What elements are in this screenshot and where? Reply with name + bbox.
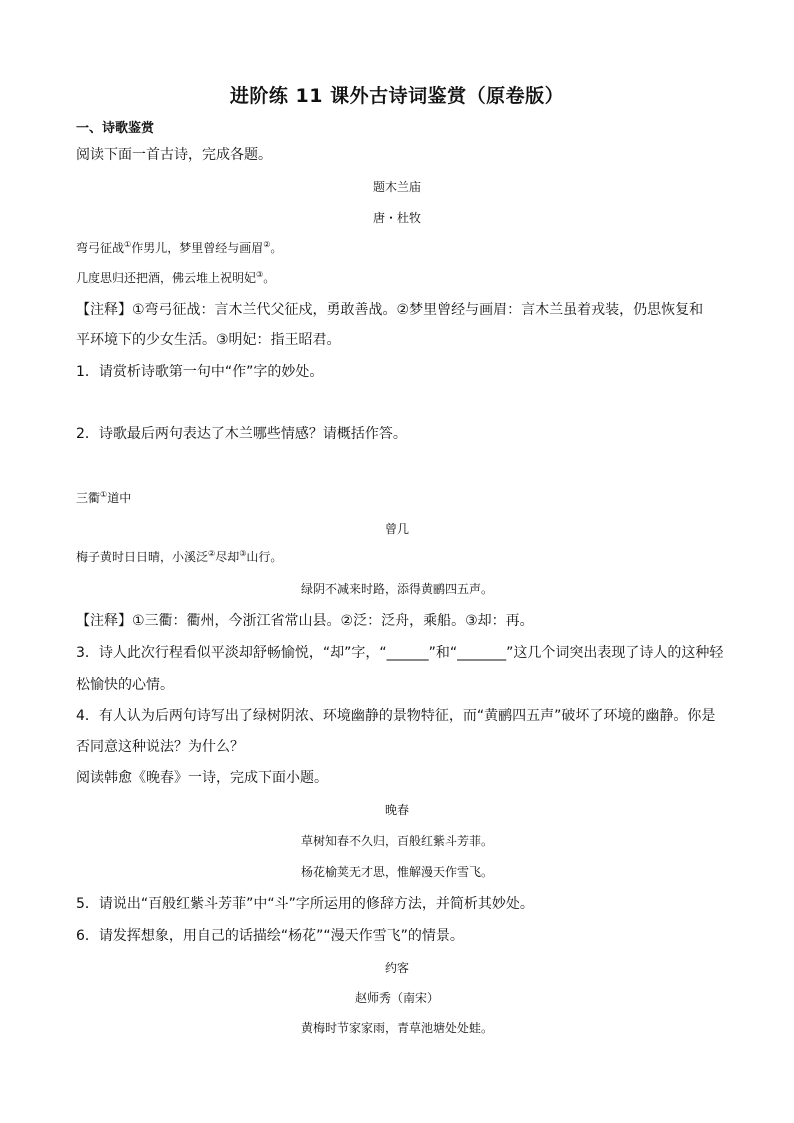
poem-text: 山行。 <box>246 550 283 564</box>
instruction-text: 阅读下面一首古诗，完成各题。 <box>76 147 272 163</box>
question-4-cont: 否同意这种说法？为什么？ <box>76 739 244 755</box>
poem-text: 。 <box>270 241 283 255</box>
footnote-marker: ② <box>208 549 216 558</box>
footnote-marker: ③ <box>256 270 264 279</box>
question-1: 1．请赏析诗歌第一句中“作”字的妙处。 <box>76 364 324 380</box>
poem-line <box>76 238 282 258</box>
question-6: 6．请发挥想象，用自己的话描绘“杨花”“漫天作雪飞”的情景。 <box>76 928 464 944</box>
question-5: 5．请说出“百般红紫斗芳菲”中“斗”字所运用的修辞方法，并简析其妙处。 <box>76 896 534 912</box>
annotation-text: 【注释】①三衢：衢州，今浙江省常山县。②泛：泛舟，乘船。③却：再。 <box>76 613 534 629</box>
poem-line: 黄梅时节家家雨，青草池塘处处蛙。 <box>300 1021 493 1035</box>
poem-line: 草树知春不久归，百般红紫斗芳菲。 <box>300 834 493 848</box>
annotation-text: 【注释】①弯弓征战：言木兰代父征戍，勇敢善战。②梦里曾经与画眉：言木兰虽着戎装，仍思恢复和 <box>76 302 704 318</box>
poem-title <box>76 488 131 508</box>
poem-text: 梅子黄时日日晴，小溪泛 <box>76 550 209 564</box>
poem-title: 晚春 <box>384 803 409 817</box>
poem-title: 约客 <box>384 961 409 975</box>
poem-text: 三衢 <box>76 491 101 505</box>
footnote-marker: ③ <box>239 549 247 558</box>
poem-line: 绿阴不减来时路，添得黄鹂四五声。 <box>300 582 493 596</box>
poem-text: 道中 <box>107 491 132 505</box>
footnote-marker: ② <box>263 240 271 249</box>
footnote-marker: ① <box>100 490 108 499</box>
poem-text: 。 <box>263 271 276 285</box>
poem-author: 曾几 <box>384 522 409 536</box>
annotation-text: 平环境下的少女生活。③明妃：指王昭君。 <box>76 332 341 348</box>
question-2: 2．诗歌最后两句表达了木兰哪些情感？请概括作答。 <box>76 426 407 442</box>
poem-text: 弯弓征战 <box>76 241 125 255</box>
poem-author: 唐・杜牧 <box>372 211 421 225</box>
poem-title: 题木兰庙 <box>372 180 421 194</box>
instruction-text: 阅读韩愈《晚春》一诗，完成下面小题。 <box>76 770 328 786</box>
question-3: 3．诗人此次行程看似平淡却舒畅愉悦，“却”字，“______”和“_______”这几个词突出表现了诗人的这种轻 <box>76 645 724 661</box>
page-title: 进阶练 11 课外古诗词鉴赏（原卷版） <box>229 85 565 107</box>
section-heading: 一、诗歌鉴赏 <box>76 121 155 136</box>
question-4: 4．有人认为后两句诗写出了绿树阴浓、环境幽静的景物特征，而“黄鹂四五声”破坏了环境的幽静。你是 <box>76 708 716 724</box>
poem-line <box>76 268 275 288</box>
poem-text: 作男儿，梦里曾经与画眉 <box>131 241 264 255</box>
question-3-cont: 松愉快的心情。 <box>76 677 174 693</box>
poem-text: 尽却 <box>215 550 240 564</box>
poem-text: 几度思归还把酒，佛云堆上祝明妃 <box>76 271 257 285</box>
poem-line: 杨花榆荚无才思，惟解漫天作雪飞。 <box>300 865 493 879</box>
poem-author: 赵师秀（南宋） <box>354 991 439 1005</box>
poem-line <box>76 547 282 567</box>
footnote-marker: ① <box>124 240 132 249</box>
